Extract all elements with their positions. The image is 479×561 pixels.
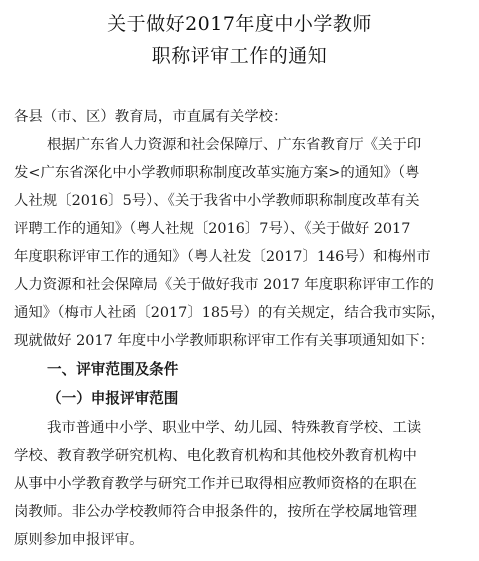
paragraph-2-line-1: 我市普通中小学、职业中学、幼儿园、特殊教育学校、工读	[47, 420, 422, 436]
paragraph-1-line-1: 根据广东省人力资源和社会保障厅、广东省教育厅《关于印	[47, 137, 422, 153]
paragraph-2-line-3: 从事中小学教育教学与研究工作并已取得相应教师资格的在职在	[14, 476, 417, 492]
document-title-line-1: 关于做好2017年度中小学教师	[107, 13, 372, 35]
paragraph-2-line-2: 学校、教育教学研究机构、电化教育机构和其他校外教育机构中	[14, 448, 417, 464]
paragraph-1-line-5: 年度职称评审工作的通知》（粤人社发〔2017〕146号）和梅州市	[14, 249, 431, 265]
document-title-line-2: 职称评审工作的通知	[151, 45, 328, 67]
paragraph-1-line-4: 评聘工作的通知》（粤人社规〔2016〕7号）、《关于做好 2017	[14, 221, 411, 237]
paragraph-1-line-6: 人力资源和社会保障局《关于做好我市 2017 年度职称评审工作的	[14, 277, 434, 293]
paragraph-2-line-4: 岗教师。非公办学校教师符合申报条件的，按所在学校属地管理	[14, 504, 417, 520]
paragraph-1-line-8: 现就做好 2017 年度中小学教师职称评审工作有关事项通知如下：	[14, 333, 434, 349]
salutation: 各县（市、区）教育局，市直属有关学校：	[14, 109, 288, 125]
paragraph-1-line-3: 人社规〔2016〕5号）、《关于我省中小学教师职称制度改革有关	[14, 193, 420, 209]
paragraph-1-line-2: 发<广东省深化中小学教师职称制度改革实施方案>的通知》（粤	[14, 165, 420, 181]
paragraph-1-line-7: 通知》（梅市人社函〔2017〕185号）的有关规定，结合我市实际，	[14, 305, 446, 321]
subsection-1-heading: （一）申报评审范围	[47, 390, 179, 407]
section-1-heading: 一、评审范围及条件	[47, 361, 179, 378]
paragraph-2-line-5: 原则参加申报评审。	[14, 532, 144, 548]
